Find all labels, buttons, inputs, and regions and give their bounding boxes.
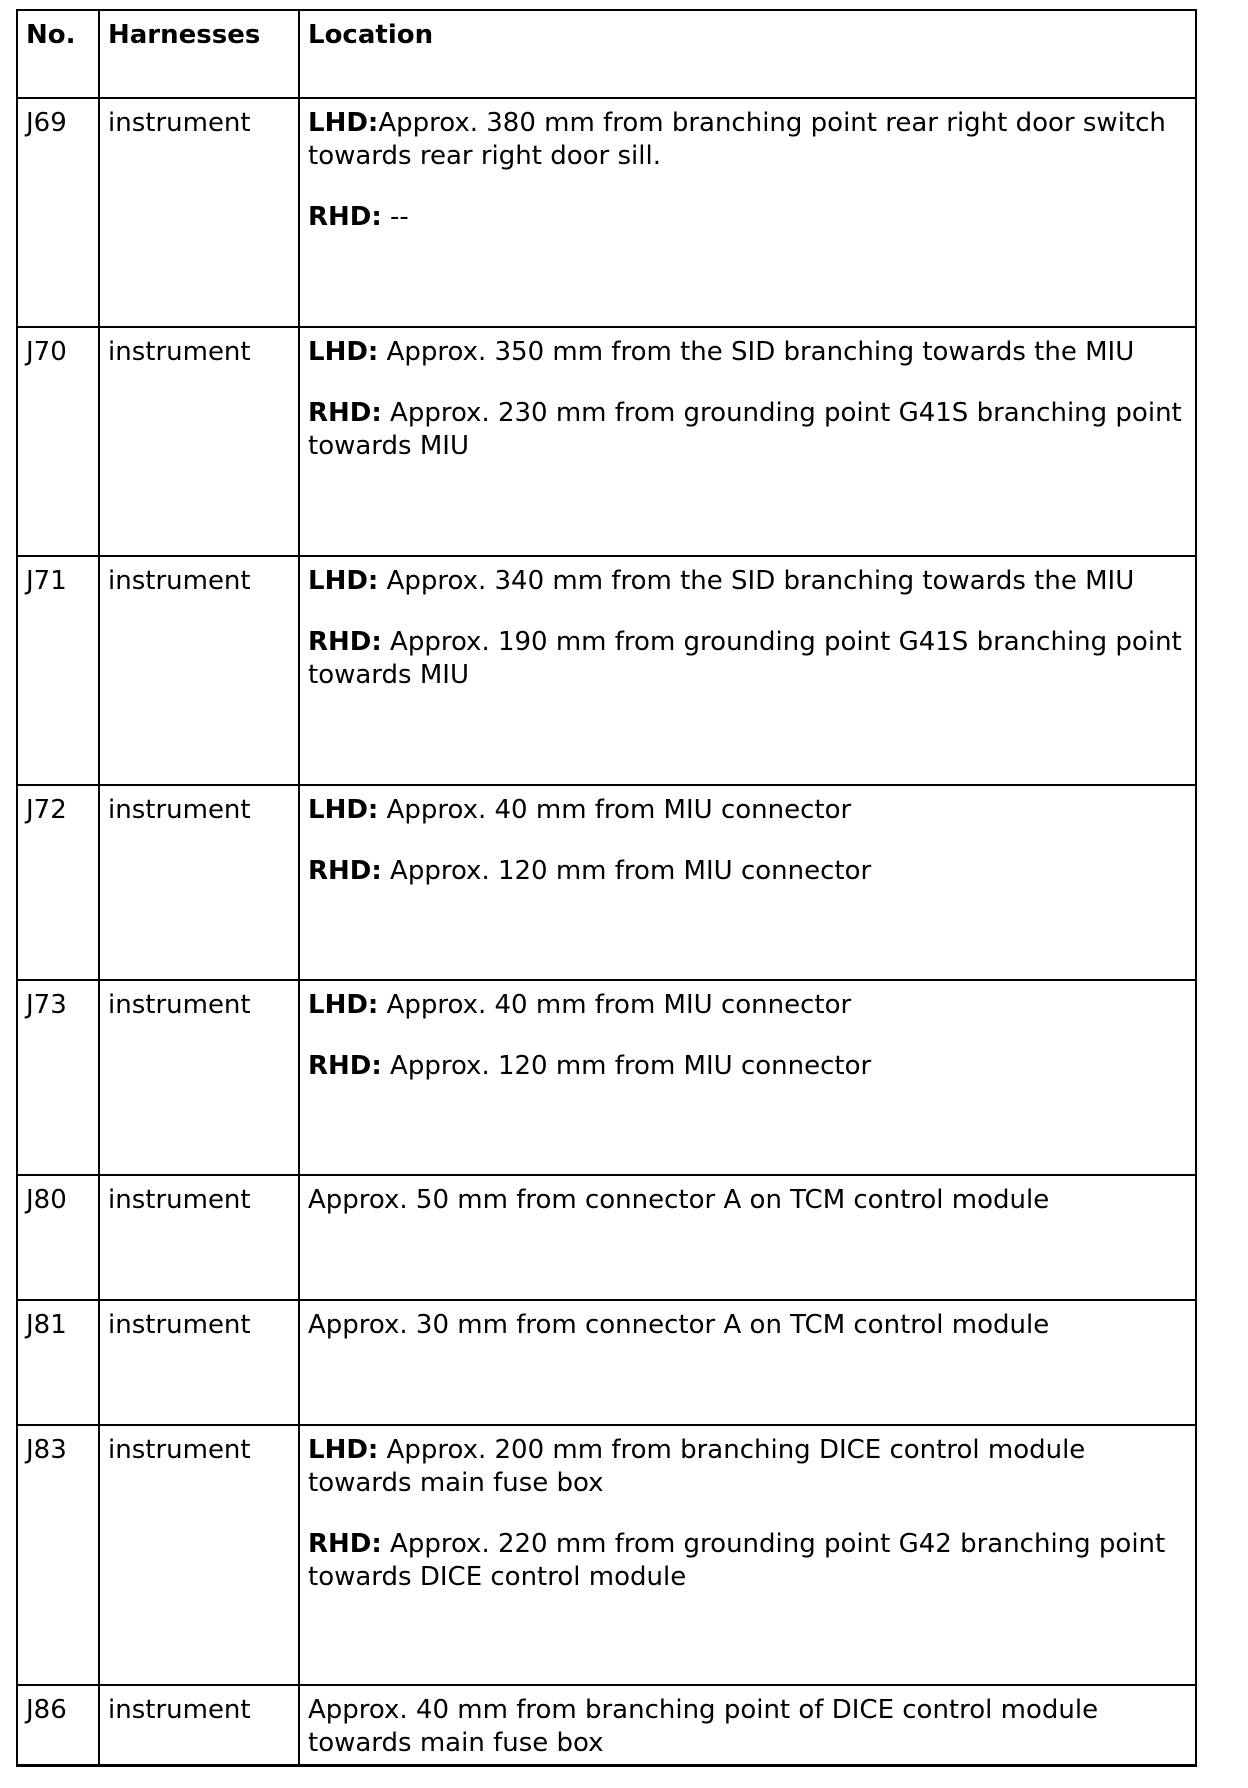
rhd-text: Approx. 190 mm from grounding point G41S branching point towards MIU <box>308 627 1182 690</box>
row-no: J69 <box>17 98 99 327</box>
row-location <box>299 785 1196 980</box>
lhd-label: LHD: <box>308 337 379 367</box>
table-row <box>17 1175 1196 1300</box>
row-no: J70 <box>17 327 99 556</box>
row-no: J83 <box>17 1425 99 1685</box>
row-location <box>299 1175 1196 1300</box>
row-location <box>299 327 1196 556</box>
row-no: J86 <box>17 1685 99 1765</box>
table-row <box>17 1300 1196 1425</box>
rhd-text: Approx. 120 mm from MIU connector <box>390 856 872 886</box>
lhd-text: Approx. 200 mm from branching DICE control module towards main fuse box <box>308 1435 1086 1498</box>
table-row <box>17 556 1196 785</box>
row-harness: instrument <box>99 98 299 327</box>
rhd-label: RHD: <box>308 856 382 886</box>
table-row <box>17 1685 1196 1765</box>
harness-location-table <box>16 9 1197 1767</box>
rhd-text: Approx. 120 mm from MIU connector <box>390 1051 872 1081</box>
table-row <box>17 980 1196 1175</box>
lhd-label: LHD: <box>308 795 379 825</box>
lhd-label: LHD: <box>308 108 379 138</box>
row-harness: instrument <box>99 1425 299 1685</box>
row-harness: instrument <box>99 1175 299 1300</box>
lhd-text: Approx. 380 mm from branching point rear right door switch towards rear right door sill. <box>308 108 1166 171</box>
rhd-label: RHD: <box>308 202 382 232</box>
rhd-text: Approx. 220 mm from grounding point G42 branching point towards DICE control module <box>308 1529 1166 1592</box>
row-harness: instrument <box>99 785 299 980</box>
table-row <box>17 1425 1196 1685</box>
lhd-text: Approx. 350 mm from the SID branching towards the MIU <box>386 337 1135 367</box>
header-no: No. <box>17 10 99 98</box>
row-location <box>299 98 1196 327</box>
table-header-row <box>17 10 1196 98</box>
rhd-label: RHD: <box>308 1051 382 1081</box>
location-text: Approx. 50 mm from connector A on TCM control module <box>308 1185 1050 1215</box>
row-no: J80 <box>17 1175 99 1300</box>
rhd-text: Approx. 230 mm from grounding point G41S branching point towards MIU <box>308 398 1182 461</box>
rhd-text: -- <box>390 202 409 232</box>
rhd-label: RHD: <box>308 1529 382 1559</box>
row-harness: instrument <box>99 980 299 1175</box>
row-location <box>299 980 1196 1175</box>
row-harness: instrument <box>99 556 299 785</box>
lhd-text: Approx. 40 mm from MIU connector <box>386 795 852 825</box>
row-harness: instrument <box>99 1685 299 1765</box>
row-harness: instrument <box>99 1300 299 1425</box>
table-row <box>17 98 1196 327</box>
header-harnesses: Harnesses <box>99 10 299 98</box>
row-no: J71 <box>17 556 99 785</box>
row-location <box>299 556 1196 785</box>
rhd-label: RHD: <box>308 627 382 657</box>
row-no: J72 <box>17 785 99 980</box>
row-no: J73 <box>17 980 99 1175</box>
lhd-label: LHD: <box>308 566 379 596</box>
rhd-label: RHD: <box>308 398 382 428</box>
lhd-label: LHD: <box>308 990 379 1020</box>
row-location <box>299 1685 1196 1765</box>
lhd-text: Approx. 40 mm from MIU connector <box>386 990 852 1020</box>
lhd-label: LHD: <box>308 1435 379 1465</box>
table-row <box>17 785 1196 980</box>
row-location <box>299 1300 1196 1425</box>
table-row <box>17 327 1196 556</box>
row-location <box>299 1425 1196 1685</box>
location-text: Approx. 30 mm from connector A on TCM control module <box>308 1310 1050 1340</box>
location-text: Approx. 40 mm from branching point of DICE control module towards main fuse box <box>308 1695 1099 1758</box>
row-harness: instrument <box>99 327 299 556</box>
lhd-text: Approx. 340 mm from the SID branching towards the MIU <box>386 566 1135 596</box>
row-no: J81 <box>17 1300 99 1425</box>
header-location: Location <box>299 10 1196 98</box>
